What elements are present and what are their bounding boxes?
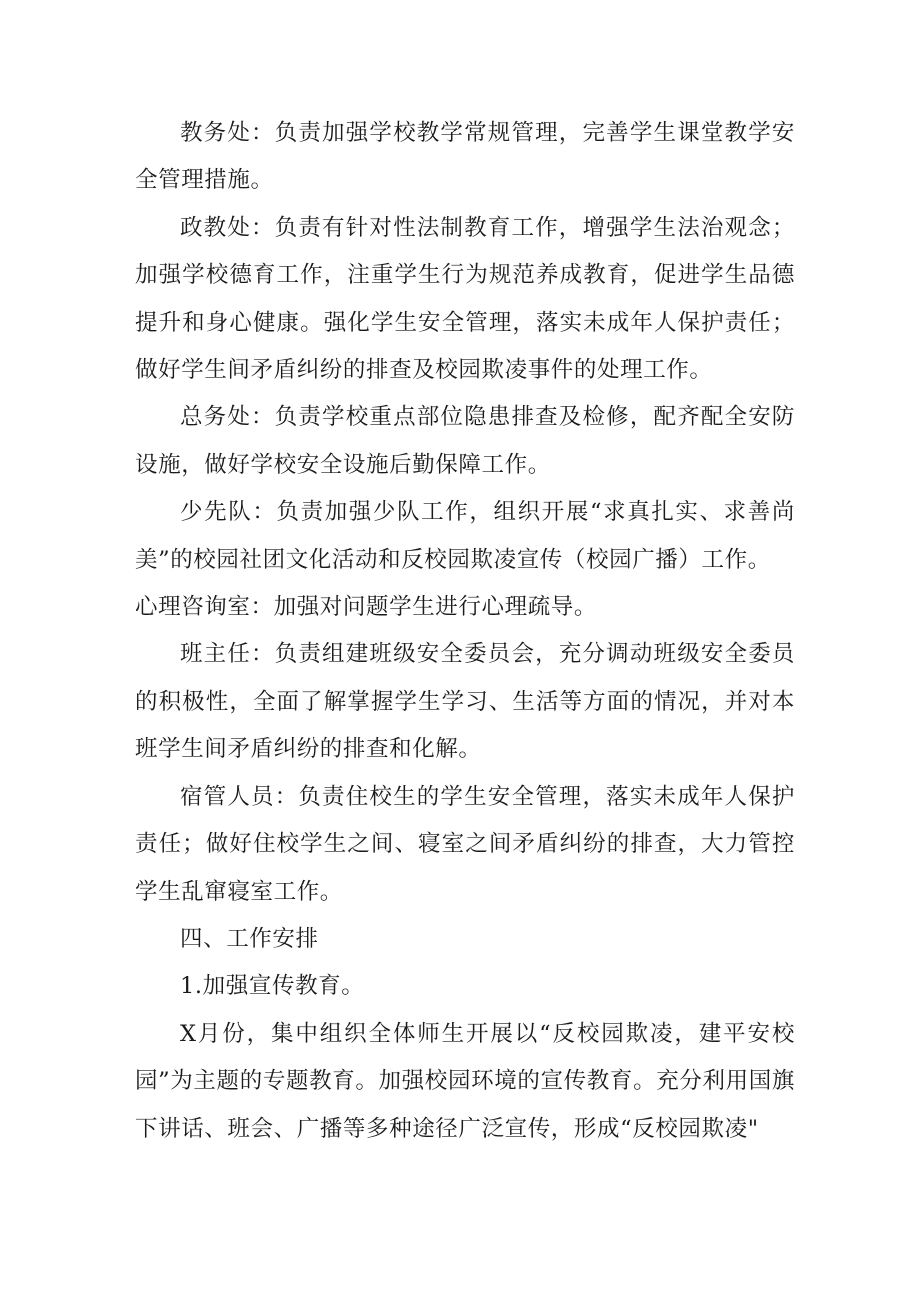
paragraph-young-pioneers: 少先队：负责加强少队工作，组织开展“求真扎实、求善尚美”的校园社团文化活动和反校园欺凌宣传（校园广播）工作。 xyxy=(135,499,795,573)
paragraph-dorm-staff: 宿管人员：负责住校生的学生安全管理，落实未成年人保护责任；做好住校学生之间、寝室之间矛盾纠纷的排查，大力管控学生乱窜寝室工作。 xyxy=(135,783,795,905)
paragraph-academic-affairs: 教务处：负责加强学校教学常规管理，完善学生课堂教学安全管理措施。 xyxy=(135,120,795,194)
paragraph-general-affairs: 总务处：负责学校重点部位隐患排查及检修，配齐配全安防设施，做好学校安全设施后勤保障工作。 xyxy=(135,404,795,478)
document-body xyxy=(135,110,795,1153)
section-heading-work-arrangement: 四、工作安排 xyxy=(180,925,319,952)
paragraph-political-education: 政教处：负责有针对性法制教育工作，增强学生法治观念；加强学校德育工作，注重学生行为规范养成教育，促进学生品德提升和身心健康。强化学生安全管理，落实未成年人保护责任；做好学生间矛盾纠纷的排查及校园欺凌事件的处理工作。 xyxy=(135,214,795,384)
paragraph-monthly-education: X月份，集中组织全体师生开展以“反校园欺凌，建平安校园”为主题的专题教育。加强校园环境的宣传教育。充分利用国旗下讲话、班会、广播等多种途径广泛宣传，形成“反校园欺凌" xyxy=(135,1020,795,1142)
subheading-publicity-education: 1.加强宣传教育。 xyxy=(180,973,365,1000)
paragraph-head-teacher: 班主任：负责组建班级安全委员会，充分调动班级安全委员的积极性，全面了解掌握学生学习、生活等方面的情况，并对本班学生间矛盾纠纷的排查和化解。 xyxy=(135,641,795,763)
paragraph-counseling-room: 心理咨询室：加强对问题学生进行心理疏导。 xyxy=(135,594,598,621)
